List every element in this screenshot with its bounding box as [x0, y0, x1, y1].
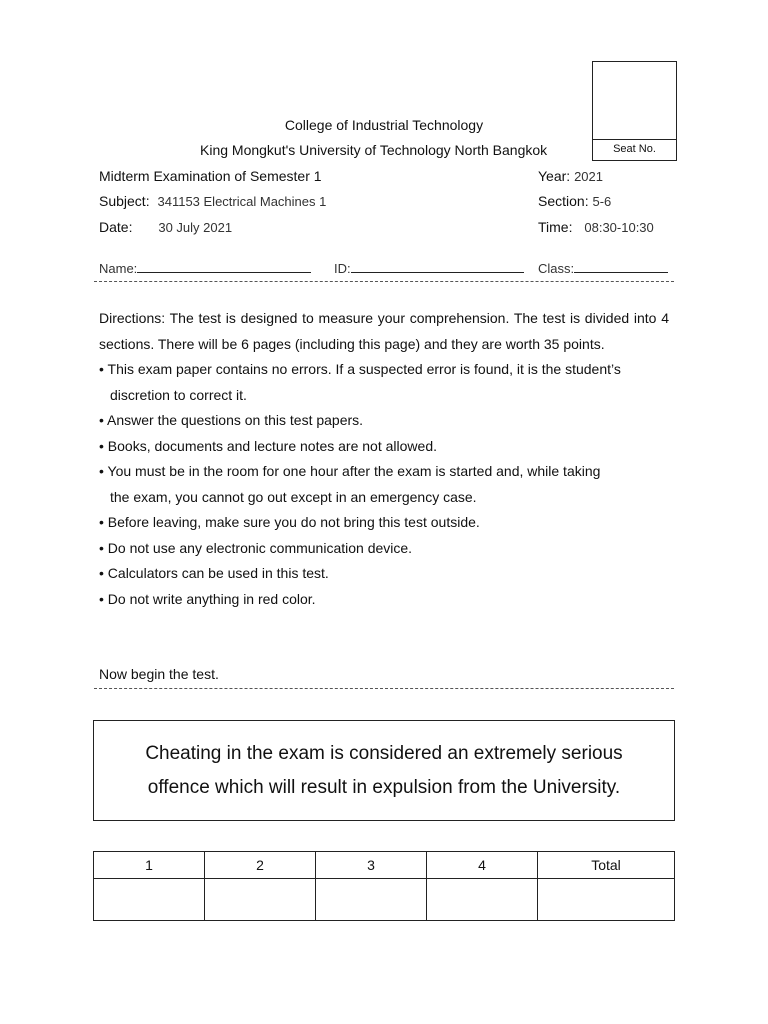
warning-line-2: offence which will result in expulsion from the University. [147, 777, 621, 798]
time-label: Time: [538, 219, 573, 235]
exam-title: Midterm Examination of Semester 1 [99, 168, 322, 184]
directions-item [99, 536, 669, 562]
directions-item-text: • Do not use any electronic communication device. [99, 539, 413, 556]
directions-item-text: • You must be in the room for one hour after the exam is started and, while taking [99, 463, 601, 479]
cheating-warning-box [93, 720, 675, 821]
header-divider [94, 281, 674, 282]
id-field [334, 258, 524, 276]
directions-item [99, 434, 669, 460]
directions-list [99, 357, 669, 612]
date-value: 30 July 2021 [158, 220, 233, 235]
score-header-total: Total [538, 852, 675, 879]
score-header-2: 2 [205, 852, 316, 879]
section-label: Section: [538, 193, 589, 209]
name-input-line[interactable] [137, 258, 311, 273]
class-field [538, 258, 668, 276]
score-table [93, 851, 675, 921]
directions-item-text: • This exam paper contains no errors. If a suspected error is found, it is the student’s [99, 361, 621, 377]
year-value: 2021 [574, 169, 603, 184]
score-cell-1[interactable] [94, 879, 205, 921]
class-input-line[interactable] [574, 258, 668, 273]
directions-item [99, 408, 669, 434]
score-cell-total[interactable] [538, 879, 675, 921]
class-label: Class: [538, 261, 575, 276]
seat-number-label: Seat No. [593, 139, 676, 160]
subject-value: 341153 Electrical Machines 1 [157, 194, 327, 209]
date-field [99, 219, 232, 235]
directions-item-text: • Calculators can be used in this test. [99, 565, 329, 581]
directions-item [99, 459, 669, 510]
directions-item-text: • Do not write anything in red color. [99, 590, 316, 607]
directions-block [99, 306, 669, 612]
warning-line-1: Cheating in the exam is considered an extremely serious [145, 743, 623, 764]
score-header-1: 1 [94, 852, 205, 879]
directions-item-text: • Before leaving, make sure you do not bring this test outside. [99, 514, 480, 530]
directions-item [99, 510, 669, 536]
university-name: King Mongkut's University of Technology North Bangkok [200, 142, 548, 158]
directions-item-text: • Books, documents and lecture notes are not allowed. [99, 437, 437, 454]
directions-intro: Directions: The test is designed to measure your comprehension. The test is divided into 4 sections. There will be 6 pages (including this page) and they are worth 35 points. [99, 310, 669, 352]
college-name: College of Industrial Technology [284, 117, 484, 133]
score-header-3: 3 [316, 852, 427, 879]
date-label: Date: [99, 219, 133, 235]
score-cell-2[interactable] [205, 879, 316, 921]
directions-divider [94, 688, 674, 689]
id-input-line[interactable] [351, 258, 524, 273]
score-header-row [94, 852, 675, 879]
directions-item-continuation: discretion to correct it. [110, 386, 247, 403]
name-label: Name: [99, 261, 138, 276]
directions-item-continuation: the exam, you cannot go out except in an emergency case. [110, 488, 477, 505]
score-value-row [94, 879, 675, 921]
section-field [538, 193, 611, 209]
name-field [99, 258, 311, 276]
year-label: Year: [538, 168, 571, 184]
year-field [538, 168, 603, 184]
seat-number-box [592, 61, 677, 161]
directions-item [99, 561, 669, 587]
directions-item [99, 587, 669, 613]
time-value: 08:30-10:30 [584, 220, 654, 235]
directions-item [99, 357, 669, 408]
score-header-4: 4 [427, 852, 538, 879]
score-cell-4[interactable] [427, 879, 538, 921]
section-value: 5-6 [592, 194, 612, 209]
score-cell-3[interactable] [316, 879, 427, 921]
subject-label: Subject: [99, 193, 150, 209]
directions-item-text: • Answer the questions on this test papers. [99, 412, 364, 428]
id-label: ID: [334, 261, 351, 276]
begin-text: Now begin the test. [99, 666, 219, 682]
subject-field [99, 193, 326, 209]
time-field [538, 219, 654, 235]
